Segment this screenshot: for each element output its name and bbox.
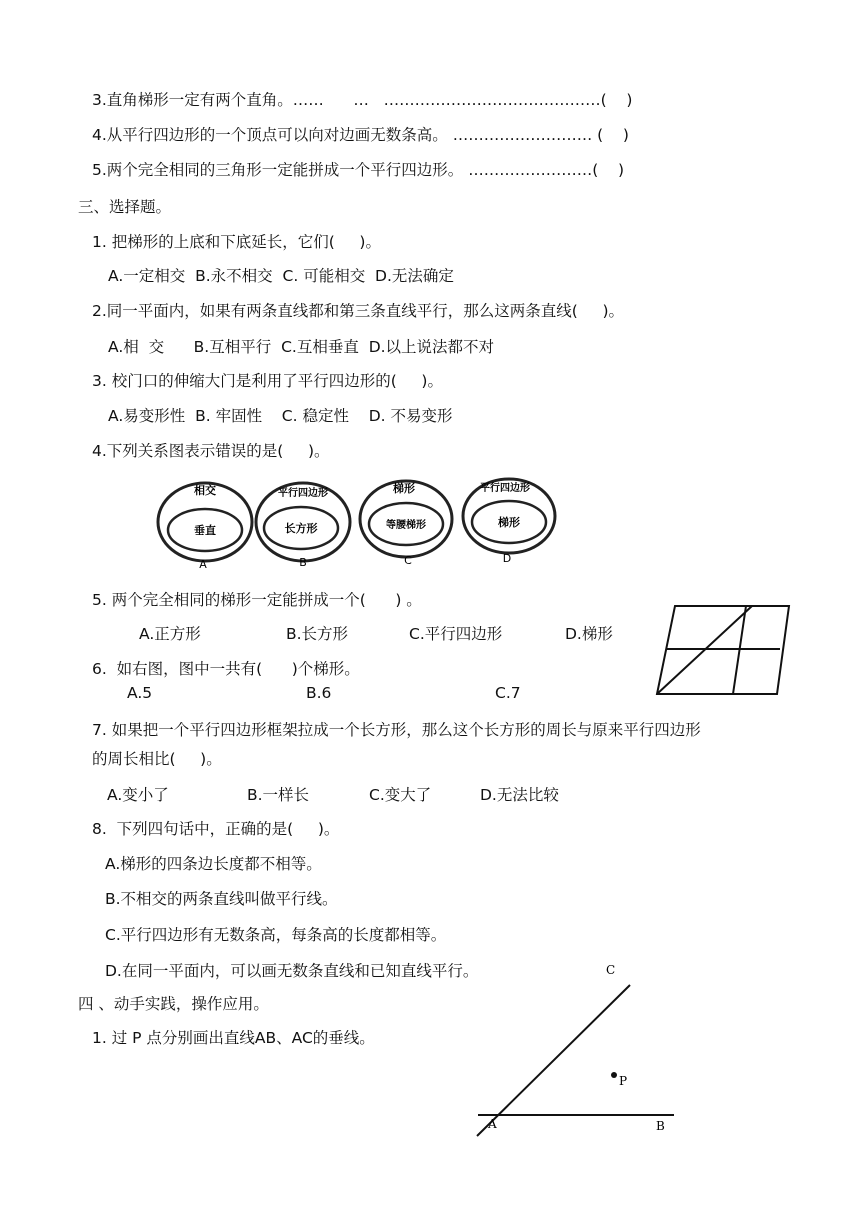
section-title-practice: 四 、动手实践，操作应用。: [78, 995, 269, 1013]
choice-q2-stem: 2.同一平面内，如果有两条直线都和第三条直线平行，那么这两条直线( )。: [92, 302, 625, 320]
diagram-b-inner-label: 长方形: [284, 522, 318, 535]
choice-q5-option-a: A.正方形: [139, 625, 201, 643]
relationship-diagrams: [150, 474, 570, 574]
choice-q8-option-a: A.梯形的四条边长度都不相等。: [105, 855, 322, 873]
diagram-a: [158, 483, 252, 571]
choice-q6-option-c: C.7: [495, 684, 521, 702]
point-c-label: C: [606, 963, 616, 977]
choice-q5-option-d: D.梯形: [565, 625, 613, 643]
point-b-label: B: [656, 1119, 665, 1133]
diagram-a-inner-label: 垂直: [194, 524, 216, 537]
choice-q8-stem: 8. 下列四句话中，正确的是( )。: [92, 820, 340, 838]
choice-q4-stem: 4.下列关系图表示错误的是( )。: [92, 442, 330, 460]
choice-q7-option-d: D.无法比较: [480, 786, 559, 804]
point-a-label: A: [488, 1117, 497, 1131]
practice-q1-stem: 1. 过 P 点分别画出直线AB、AC的垂线。: [92, 1029, 375, 1047]
diagram-a-outer-label: 相交: [194, 484, 216, 497]
choice-q1-stem: 1. 把梯形的上底和下底延长，它们( )。: [92, 233, 381, 251]
choice-q8-option-b: B.不相交的两条直线叫做平行线。: [105, 890, 338, 908]
line-ac: [477, 985, 630, 1136]
judgement-q5: 5.两个完全相同的三角形一定能拼成一个平行四边形。 ……………………( ): [92, 161, 625, 179]
trapezoid-count-figure: [652, 602, 797, 699]
point-p-dot: [611, 1072, 617, 1078]
diagram-a-letter: A: [199, 558, 207, 571]
diagram-c-outer-label: 梯形: [393, 482, 415, 495]
diagram-b-letter: B: [299, 556, 307, 569]
choice-q5-stem: 5. 两个完全相同的梯形一定能拼成一个( ) 。: [92, 591, 422, 609]
diagram-b-outer-label: 平行四边形: [278, 488, 328, 499]
choice-q2-options: A.相 交 B.互相平行 C.互相垂直 D.以上说法都不对: [108, 338, 495, 356]
diagram-c-inner-label: 等腰梯形: [386, 520, 426, 531]
diagram-d-outer-label: 平行四边形: [480, 483, 530, 494]
diagram-b: [256, 483, 350, 569]
choice-q6-option-a: A.5: [127, 684, 153, 702]
choice-q7-option-c: C.变大了: [369, 786, 432, 804]
diagram-d-inner-label: 梯形: [498, 516, 520, 529]
choice-q8-option-c: C.平行四边形有无数条高，每条高的长度都相等。: [105, 926, 447, 944]
diagram-c: [360, 481, 452, 567]
choice-q6-stem: 6. 如右图，图中一共有( )个梯形。: [92, 660, 360, 678]
diagram-d-letter: D: [502, 552, 512, 565]
choice-q7-stem-line2: 的周长相比( )。: [92, 750, 222, 768]
diagram-d: [463, 479, 555, 565]
judgement-q3: 3.直角梯形一定有两个直角。…… … ……………………………………( ): [92, 91, 633, 109]
choice-q3-options: A.易变形性 B. 牢固性 C. 稳定性 D. 不易变形: [108, 407, 453, 425]
choice-q7-option-b: B.一样长: [247, 786, 310, 804]
choice-q7-option-a: A.变小了: [107, 786, 169, 804]
perpendicular-figure: [470, 958, 685, 1140]
diagram-c-letter: C: [404, 554, 412, 567]
choice-q3-stem: 3. 校门口的伸缩大门是利用了平行四边形的( )。: [92, 372, 443, 390]
judgement-q4: 4.从平行四边形的一个顶点可以向对边画无数条高。 ……………………… ( ): [92, 126, 629, 144]
choice-q7-stem-line1: 7. 如果把一个平行四边形框架拉成一个长方形，那么这个长方形的周长与原来平行四边形: [92, 721, 701, 739]
choice-q8-option-d: D.在同一平面内，可以画无数条直线和已知直线平行。: [105, 962, 479, 980]
choice-q5-option-c: C.平行四边形: [409, 625, 503, 643]
choice-q6-option-b: B.6: [306, 684, 332, 702]
choice-q1-options: A.一定相交 B.永不相交 C. 可能相交 D.无法确定: [108, 267, 454, 285]
point-p-label: P: [619, 1074, 628, 1088]
section-title-choice: 三、选择题。: [78, 198, 172, 216]
choice-q5-option-b: B.长方形: [286, 625, 349, 643]
